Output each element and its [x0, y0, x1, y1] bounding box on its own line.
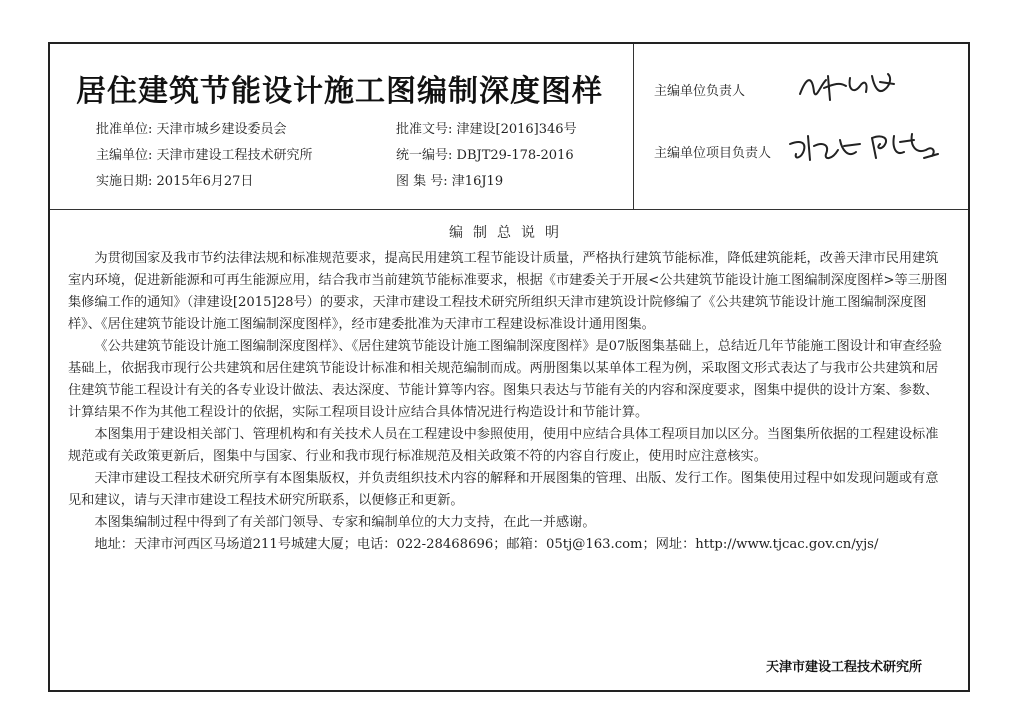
- project-head-label: 主编单位项目负责人: [654, 146, 772, 161]
- approval-unit-value: 天津市城乡建设委员会: [156, 122, 287, 137]
- notes-paragraph-2: 《公共建筑节能设计施工图编制深度图样》、《居住建筑节能设计施工图编制深度图样》是07版图集基础上，总结近几年节能施工图设计和审查经验基础上，依据我市现行公共建筑和居住建筑节能设计标准和相关规范编制而成。两册图集以某单体工程为例，采取图文形式表达了与我市公共建筑和居住建筑节能工程设计有关的各专业设计做法、表达深度、节能计算等内容。图集只表达与节能有关的内容和深度要求，图集中提供的设计方案、参数、计算结果不作为其他工程设计的依据，实际工程项目设计应结合具体情况进行构造设计和节能计算。: [68, 339, 942, 420]
- notes-title: 编制总说明: [449, 225, 569, 241]
- atlas-number-value: 津16J19: [451, 174, 504, 189]
- effective-date-label: 实施日期:: [96, 174, 153, 189]
- contact-info: 地址：天津市河西区马场道211号城建大厦；电话：022-28468696；邮箱：05tj@163.com；网址：http://www.tjcac.gov.cn/yjs/: [94, 537, 879, 552]
- unified-number-label: 统一编号:: [396, 148, 453, 163]
- unified-number-value: DBJT29-178-2016: [456, 148, 574, 163]
- effective-date-row: [96, 170, 253, 189]
- notes-paragraph-3: 本图集用于建设相关部门、管理机构和有关技术人员在工程建设中参照使用，使用中应结合具体工程项目加以区分。当图集所依据的工程建设标准规范或有关政策更新后，图集中与国家、行业和我市现行标准规范及相关政策不符的内容自行废止，使用时应注意核实。: [68, 427, 939, 464]
- document-frame: [48, 42, 970, 692]
- approval-unit-label: 批准单位:: [96, 122, 153, 137]
- chief-editor-unit-value: 天津市建设工程技术研究所: [156, 148, 313, 163]
- chief-unit-head-label: 主编单位负责人: [654, 84, 746, 99]
- approval-doc-row: [396, 118, 577, 137]
- unified-number-row: [396, 144, 574, 163]
- project-head-signature-1: [786, 126, 866, 170]
- atlas-number-label: 图 集 号:: [396, 174, 448, 189]
- notes-paragraph-1: 为贯彻国家及我市节约法律法规和标准规范要求，提高民用建筑工程节能设计质量，严格执行建筑节能标准，降低建筑能耗，改善天津市民用建筑室内环境，促进新能源和可再生能源应用，结合我市当前建筑节能标准要求，根据《市建委关于开展<公共建筑节能设计施工图编制深度图样>等三册图集修编工作的通知》（津建设[2015]28号）的要求，天津市建设工程技术研究所组织天津市建筑设计院修编了《公共建筑节能设计施工图编制深度图样》、《居住建筑节能设计施工图编制深度图样》，经市建委批准为天津市工程建设标准设计通用图集。: [68, 251, 948, 332]
- responsible-persons-panel: [634, 44, 968, 210]
- document-title: 居住建筑节能设计施工图编制深度图样: [76, 74, 603, 109]
- approval-unit-row: [96, 118, 287, 137]
- chief-editor-unit-row: [96, 144, 313, 163]
- notes-paragraph-5: 本图集编制过程中得到了有关部门领导、专家和编制单位的大力支持，在此一并感谢。: [94, 515, 596, 530]
- approval-doc-label: 批准文号:: [396, 122, 453, 137]
- chief-editor-unit-label: 主编单位:: [96, 148, 153, 163]
- footer-organization: 天津市建设工程技术研究所: [765, 660, 922, 675]
- chief-unit-head-signature: [794, 64, 904, 108]
- notes-paragraph-4: 天津市建设工程技术研究所享有本图集版权，并负责组织技术内容的解释和开展图集的管理、出版、发行工作。图集使用过程中如发现问题或有意见和建议，请与天津市建设工程技术研究所联系，以便修正和更新。: [68, 471, 939, 508]
- effective-date-value: 2015年6月27日: [156, 174, 254, 189]
- project-head-signature-2: [866, 124, 946, 168]
- approval-doc-value: 津建设[2016]346号: [456, 122, 577, 137]
- atlas-number-row: [396, 170, 503, 189]
- notes-body: [68, 248, 948, 556]
- header-info-panel: [50, 44, 634, 210]
